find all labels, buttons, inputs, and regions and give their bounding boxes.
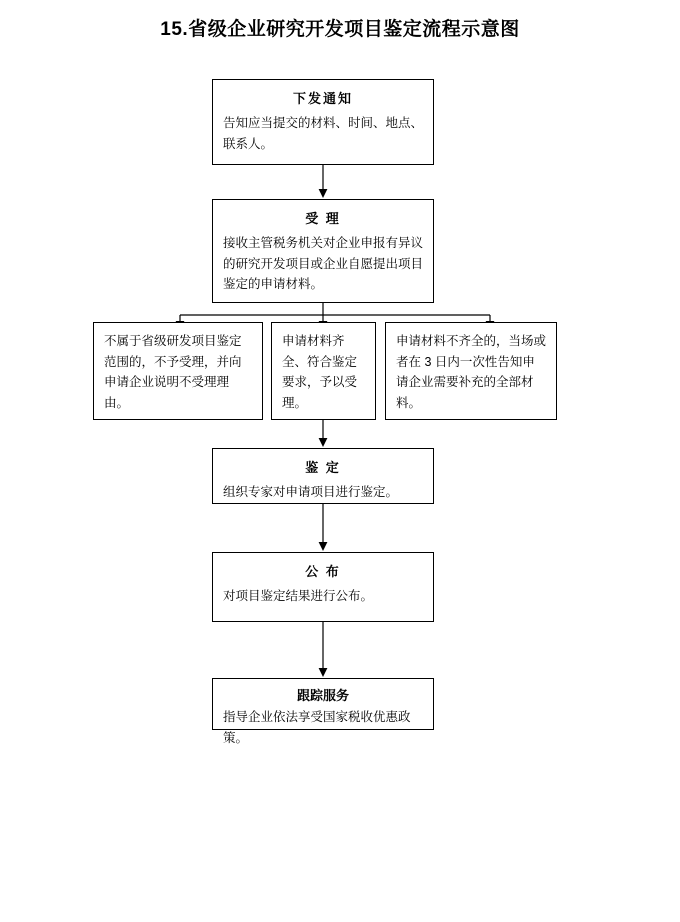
flow-node-appraisal-body: 组织专家对申请项目进行鉴定。 bbox=[223, 485, 399, 499]
arrow-complete-to-appraisal bbox=[316, 420, 330, 448]
flow-node-followup bbox=[212, 678, 434, 745]
arrow-publish-to-followup bbox=[316, 622, 330, 678]
arrow-notice-to-acceptance bbox=[316, 165, 330, 199]
flow-node-publish bbox=[212, 552, 434, 622]
flow-node-acceptance bbox=[212, 199, 434, 303]
flow-node-out-of-scope-body: 不属于省级研发项目鉴定范围的，不予受理，并向申请企业说明不受理理由。 bbox=[104, 334, 242, 410]
flow-node-incomplete bbox=[385, 322, 557, 420]
flow-node-followup-title: 跟踪服务 bbox=[296, 688, 349, 703]
arrow-appraisal-to-publish bbox=[316, 504, 330, 552]
flow-node-notice-title: 下发通知 bbox=[292, 91, 353, 106]
flow-node-publish-title: 公 布 bbox=[305, 564, 341, 579]
flow-node-appraisal bbox=[212, 448, 434, 504]
flow-node-acceptance-title: 受 理 bbox=[305, 211, 341, 226]
flow-node-complete bbox=[271, 322, 376, 420]
flow-node-appraisal-title: 鉴 定 bbox=[305, 460, 341, 475]
flow-node-out-of-scope bbox=[93, 322, 263, 420]
flow-node-notice bbox=[212, 79, 434, 165]
flow-node-followup-body: 指导企业依法享受国家税收优惠政策。 bbox=[223, 710, 411, 745]
flow-node-complete-body: 申请材料齐全、符合鉴定要求，予以受理。 bbox=[282, 334, 358, 410]
flow-node-notice-body: 告知应当提交的材料、时间、地点、联系人。 bbox=[223, 116, 424, 151]
page-title: 15.省级企业研究开发项目鉴定流程示意图 bbox=[160, 19, 520, 40]
flow-node-publish-body: 对项目鉴定结果进行公布。 bbox=[223, 589, 374, 603]
flow-node-incomplete-body: 申请材料不齐全的，当场或者在 3 日内一次性告知申请企业需要补充的全部材料。 bbox=[396, 334, 547, 410]
flow-node-acceptance-body: 接收主管税务机关对企业申报有异议的研究开发项目或企业自愿提出项目鉴定的申请材料。 bbox=[223, 236, 424, 292]
